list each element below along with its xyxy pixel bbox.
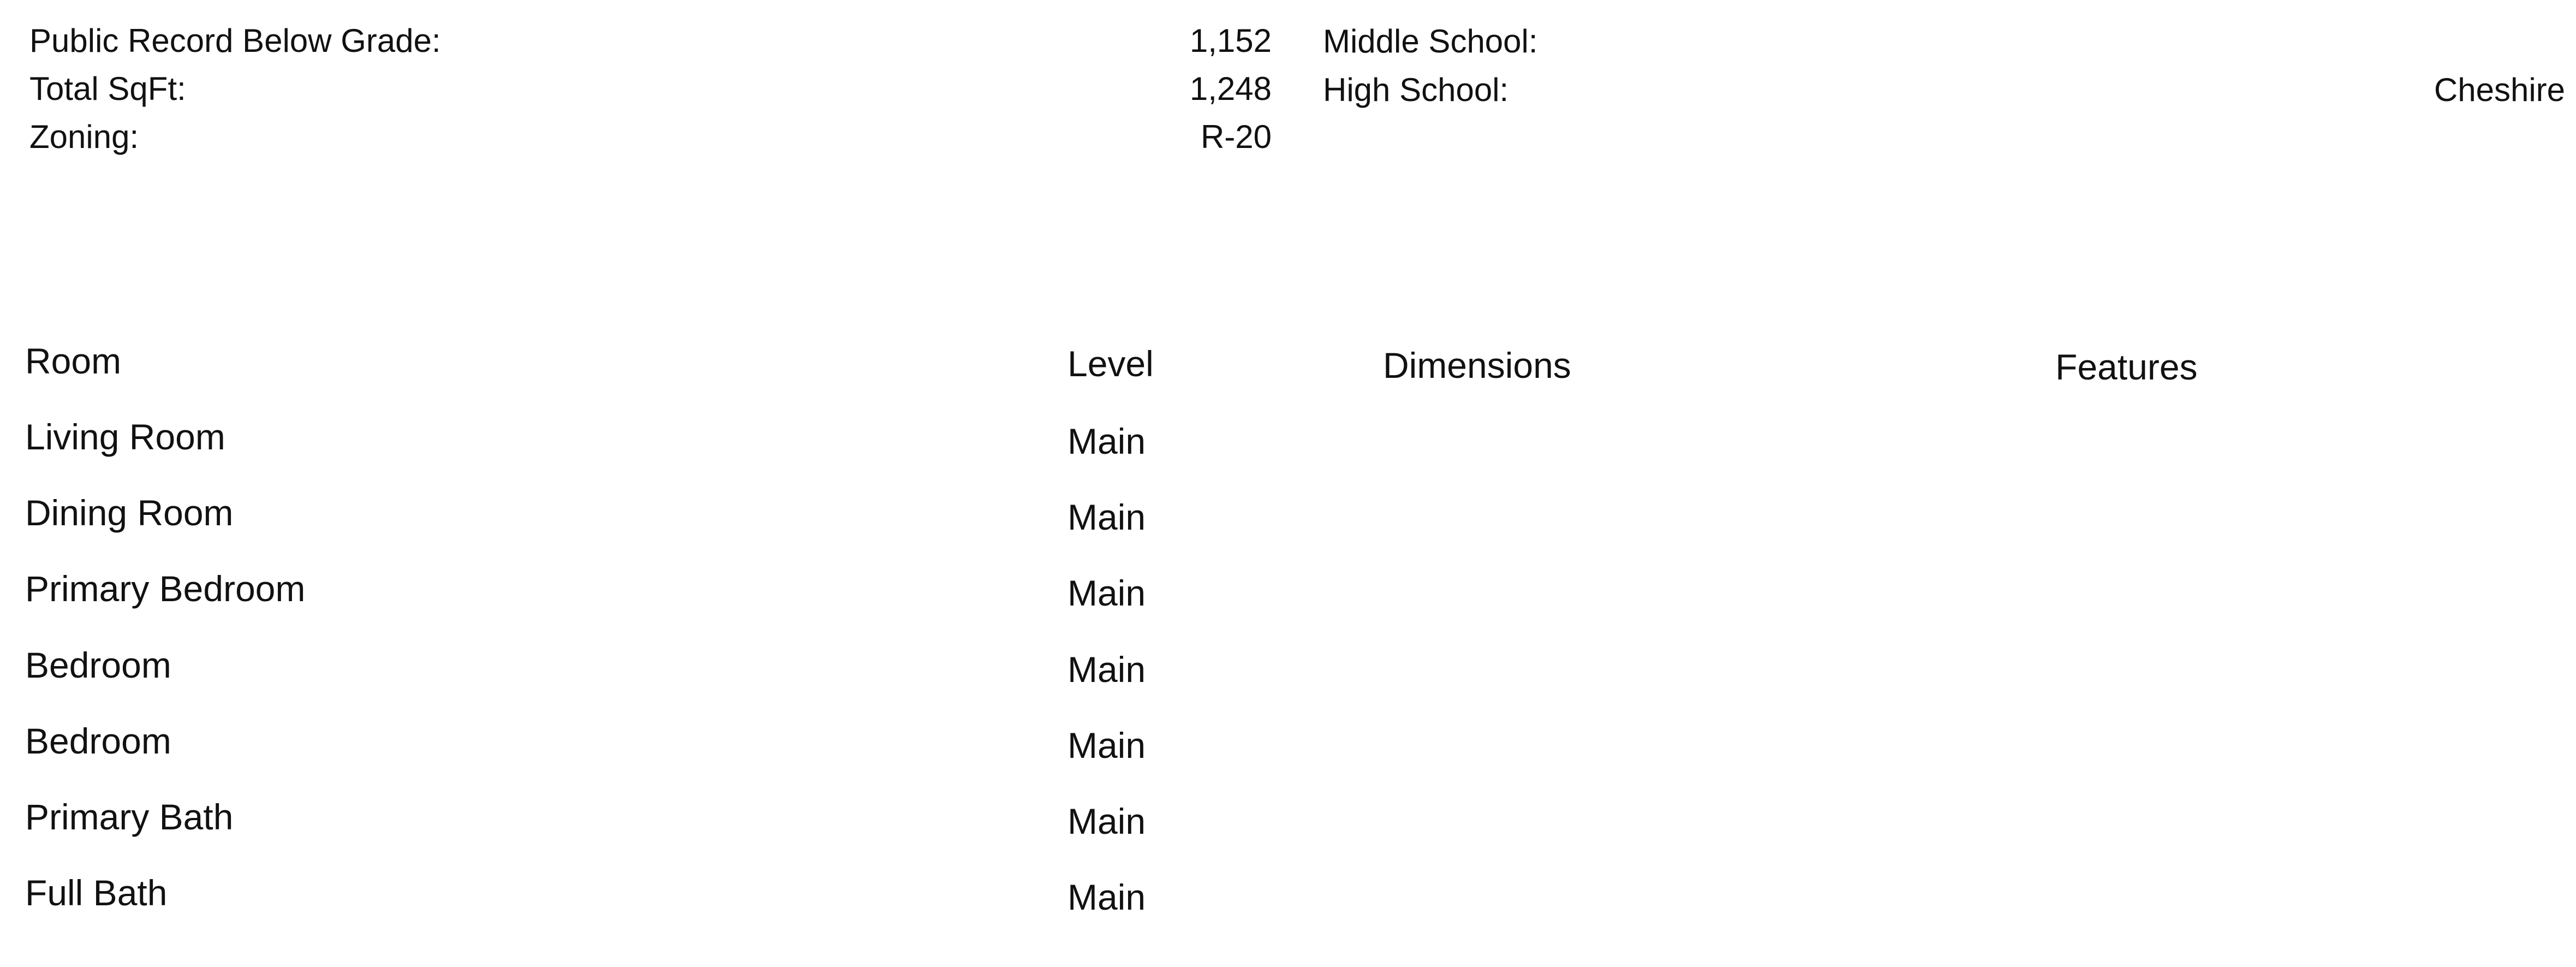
room-name: Primary Bath (25, 797, 234, 837)
room-name: Primary Bedroom (25, 568, 306, 609)
room-name: Living Room (25, 417, 225, 457)
room-level: Main (1068, 649, 1146, 690)
below-grade-label: Public Record Below Grade: (29, 22, 441, 59)
room-column-header: Room (25, 341, 122, 381)
room-level: Main (1068, 497, 1146, 537)
room-level: Main (1068, 421, 1146, 461)
below-grade-value: 1,152 (1189, 22, 1272, 59)
total-sqft-label: Total SqFt: (29, 70, 186, 107)
room-level: Main (1068, 801, 1146, 841)
total-sqft-value: 1,248 (1189, 70, 1272, 107)
zoning-label: Zoning: (29, 118, 139, 155)
room-name: Bedroom (25, 721, 171, 761)
room-level: Main (1068, 877, 1146, 917)
middle-school-label: Middle School: (1323, 23, 1538, 60)
room-level: Main (1068, 725, 1146, 766)
level-column-header: Level (1068, 343, 1154, 384)
room-name: Dining Room (25, 493, 234, 533)
room-name: Full Bath (25, 873, 168, 913)
dimensions-column-header: Dimensions (1383, 345, 1571, 385)
high-school-label: High School: (1323, 72, 1509, 108)
high-school-value: Cheshire (2434, 72, 2565, 108)
zoning-value: R-20 (1200, 118, 1272, 155)
features-column-header: Features (2055, 347, 2198, 387)
room-name: Bedroom (25, 645, 171, 685)
room-level: Main (1068, 573, 1146, 613)
